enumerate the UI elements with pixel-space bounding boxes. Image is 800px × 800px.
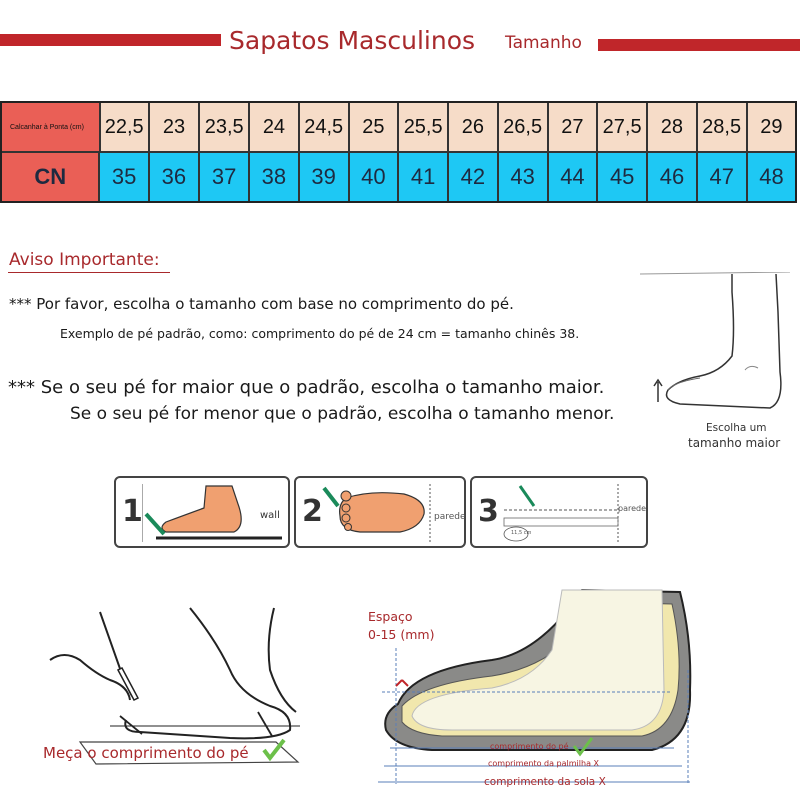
cn-cell: 47 — [698, 153, 746, 201]
cm-cell: 28 — [648, 103, 695, 151]
step-panel-3 — [470, 476, 648, 548]
row-label-cm: Calcanhar à Ponta (cm) — [2, 103, 99, 151]
cn-cell: 38 — [250, 153, 297, 201]
step-label-parede-2: parede — [434, 512, 466, 522]
step-number-2: 2 — [302, 494, 323, 529]
cm-cell: 24,5 — [300, 103, 348, 151]
cn-cell: 45 — [598, 153, 646, 201]
notice-line-2: Exemplo de pé padrão, como: comprimento do pé de 24 cm = tamanho chinês 38. — [60, 326, 580, 341]
cm-cell: 25 — [350, 103, 397, 151]
cm-cell: 26,5 — [499, 103, 547, 151]
notice-line-1: *** Por favor, escolha o tamanho com base no comprimento do pé. — [9, 295, 514, 313]
insole-length-label: comprimento da palmilha X — [488, 759, 599, 768]
cn-cell: 41 — [399, 153, 447, 201]
space-label-line-1: Espaço — [368, 609, 413, 624]
step-panel-2 — [294, 476, 466, 548]
foot-length-label: comprimento do pé — [490, 742, 569, 751]
sole-length-label: comprimento da sola X — [484, 776, 606, 788]
step-label-wall: wall — [260, 510, 280, 521]
cn-cell: 37 — [200, 153, 248, 201]
cn-cell: 36 — [150, 153, 198, 201]
page-subtitle: Tamanho — [505, 33, 582, 53]
foot-caption-line-2: tamanho maior — [688, 436, 781, 450]
foot-caption-line-1: Escolha um — [706, 422, 767, 434]
cm-cell: 29 — [748, 103, 795, 151]
notice-line-4: Se o seu pé for menor que o padrão, escolha o tamanho menor. — [70, 404, 615, 424]
cn-cell: 40 — [350, 153, 397, 201]
notice-line-3: *** Se o seu pé for maior que o padrão, escolha o tamanho maior. — [8, 377, 605, 398]
cm-cell: 26 — [449, 103, 496, 151]
cm-cell: 22,5 — [101, 103, 148, 151]
foot-outline-illustration — [640, 272, 790, 422]
notice-divider — [8, 272, 170, 273]
cn-cell: 44 — [549, 153, 596, 201]
step-panel-1 — [114, 476, 290, 548]
cn-cell: 42 — [449, 153, 496, 201]
measure-foot-label: Meça o comprimento do pé — [43, 744, 249, 762]
cn-cell: 48 — [748, 153, 795, 201]
space-label — [368, 608, 434, 644]
table-row-cm — [2, 103, 795, 151]
header-bar-right — [598, 39, 800, 51]
cn-cell: 35 — [100, 153, 147, 201]
cn-cell: 39 — [300, 153, 348, 201]
cm-cell: 24 — [250, 103, 297, 151]
page-title: Sapatos Masculinos — [229, 26, 476, 55]
cm-cell: 27,5 — [598, 103, 646, 151]
step-number-1: 1 — [122, 494, 143, 529]
cm-cell: 23,5 — [200, 103, 248, 151]
row-label-cn: CN — [2, 153, 98, 201]
cm-cell: 27 — [549, 103, 596, 151]
size-table — [0, 101, 797, 203]
table-row-cn — [2, 153, 795, 201]
notice-title: Aviso Importante: — [9, 250, 160, 270]
foot-caption — [688, 421, 780, 451]
cm-cell: 28,5 — [698, 103, 746, 151]
cn-cell: 46 — [648, 153, 695, 201]
cm-cell: 25,5 — [399, 103, 447, 151]
header-bar-left — [0, 34, 221, 46]
cm-cell: 23 — [150, 103, 198, 151]
space-label-line-2: 0-15 (mm) — [368, 627, 435, 642]
step-number-3: 3 — [478, 494, 499, 529]
ruler-measure-label: 11,5 cm — [511, 530, 532, 536]
step-label-parede-3: parede — [618, 504, 647, 513]
cn-cell: 43 — [499, 153, 547, 201]
